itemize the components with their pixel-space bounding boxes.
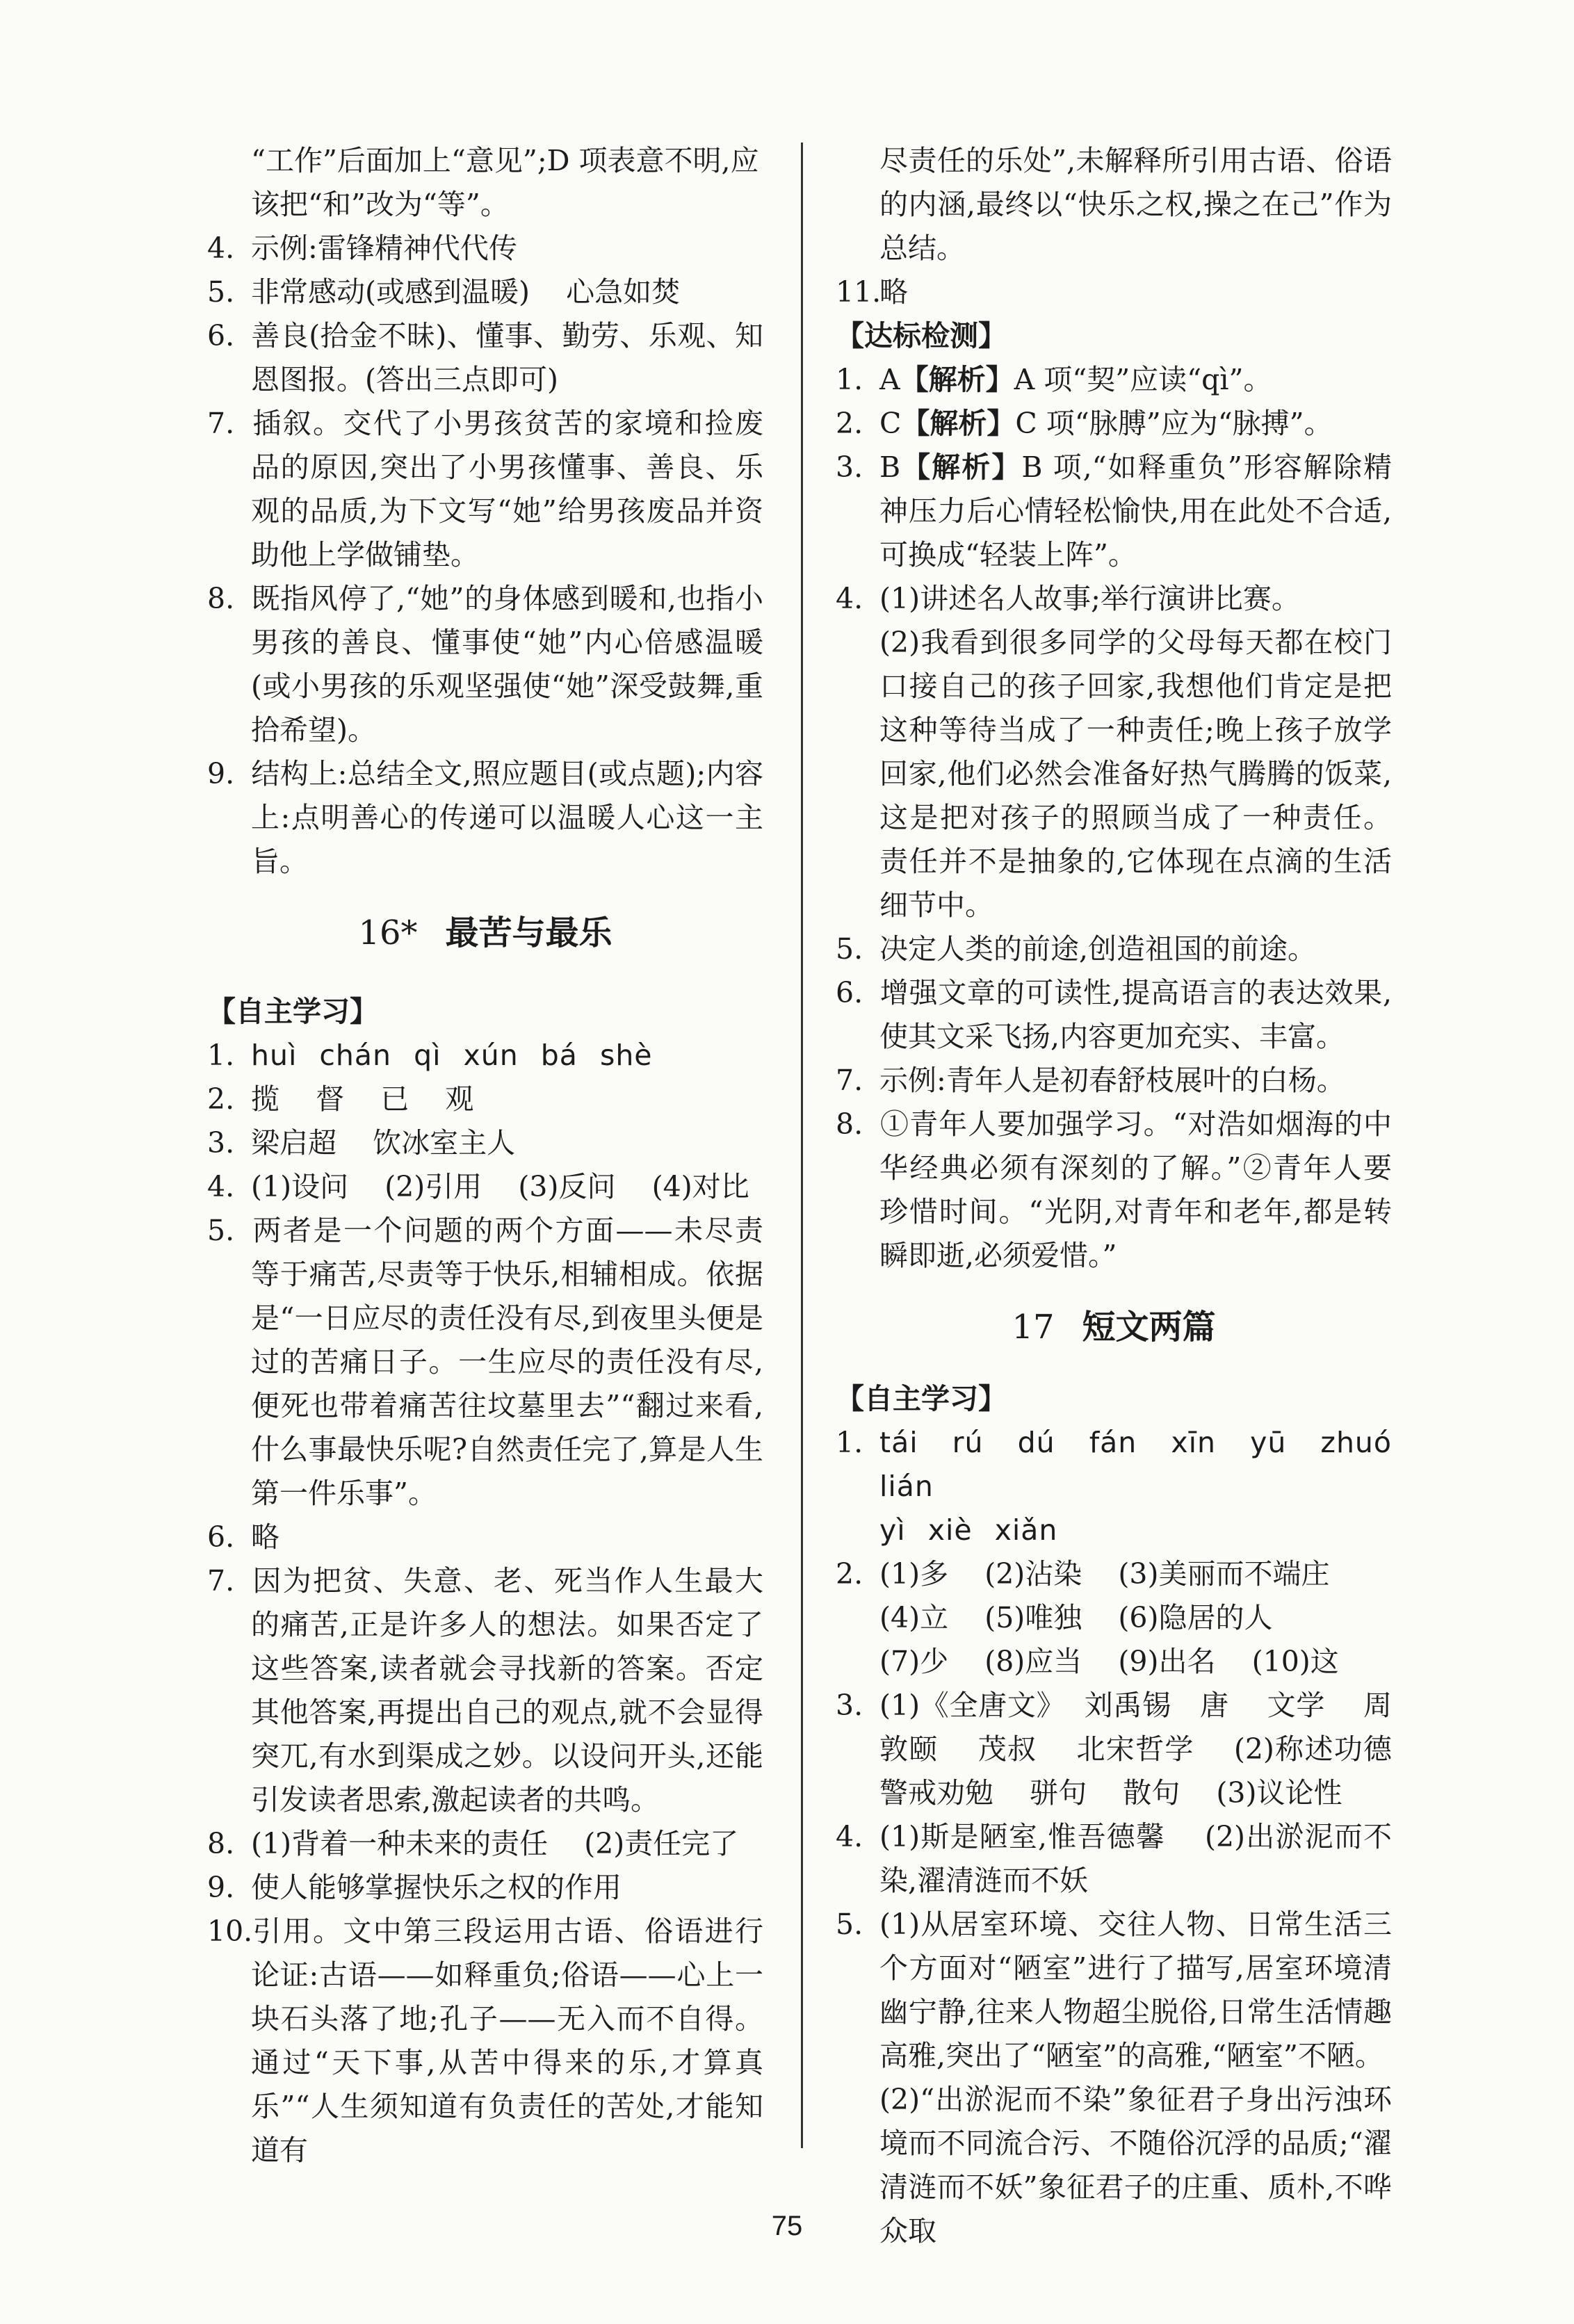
answer-item-4 (207, 227, 763, 270)
item-text: 插叙。交代了小男孩贫苦的家境和捡废品的原因,突出了小男孩懂事、善良、乐观的品质,为下文写“她”给男孩废品并资助他上学做铺垫。 (251, 407, 763, 571)
item-number: 8. (207, 582, 235, 615)
item-number: 2. (836, 1557, 863, 1591)
intro-line-2: 该把“和”改为“等”。 (251, 188, 509, 221)
continuation-text: 尽责任的乐处”,未解释所引用古语、俗语的内涵,最终以“快乐之权,操之在己”作为总结。 (879, 144, 1392, 265)
item-text: ①青年人要加强学习。“对浩如烟海的中华经典必须有深刻的了解。”②青年人要珍惜时间。“光阴,对青年和老年,都是转瞬即逝,必须爱惜。” (879, 1107, 1392, 1272)
item-number: 8. (836, 1107, 863, 1141)
test-item-8 (836, 1103, 1392, 1278)
item-number: 4. (207, 231, 235, 265)
ch17-item-5-sub: (2)“出淤泥而不染”象征君子身出污浊环境而不同流合污、不随俗沉浮的品质;“濯清涟而不妖”象征君子的庄重、质朴,不哗众取 (879, 2083, 1392, 2248)
page-number: 75 (771, 2211, 803, 2241)
chapter-16-title (207, 911, 763, 955)
item-number: 6. (207, 1520, 235, 1554)
ch17-item-2 (836, 1552, 1392, 1596)
test-item-5 (836, 927, 1392, 971)
answer-item-3 (207, 1121, 763, 1165)
item-text: 梁启超 饮冰室主人 (251, 1126, 516, 1160)
right-column (836, 139, 1429, 2253)
item-text: 善良(拾金不昧)、懂事、勤劳、乐观、知恩图报。(答出三点即可) (251, 319, 763, 396)
test-item-2 (836, 402, 1392, 446)
item-number: 2. (836, 407, 863, 440)
item-text: 揽 督 已 观 (251, 1082, 474, 1116)
answer-item-7 (207, 402, 763, 577)
item-text: (1)设问 (2)引用 (3)反问 (4)对比 (251, 1170, 749, 1203)
answer-item-9 (207, 752, 763, 884)
answer-item-9b (207, 1866, 763, 1910)
item-text: 引用。文中第三段运用古语、俗语进行论证:古语——如释重负;俗语——心上一块石头落了地;孔子——无入而不自得。通过“天下事,从苦中得来的乐,才算真乐”“人生须知道有负责任的苦处,才能知道有 (251, 1915, 763, 2167)
item-text: 因为把贫、失意、老、死当作人生最大的痛苦,正是许多人的想法。如果否定了这些答案,读者就会寻找新的答案。否定其他答案,再提出自己的观点,就不会显得突兀,有水到渠成之妙。以设问开头,还能引发读者思索,激起读者的共鸣。 (251, 1564, 763, 1817)
answer-item-5b (207, 1209, 763, 1516)
ch17-item-2-line2: (4)立 (5)唯独 (6)隐居的人 (879, 1601, 1273, 1634)
test-item-4 (836, 577, 1392, 621)
item-number: 2. (207, 1082, 235, 1116)
answer-item-7b (207, 1559, 763, 1822)
answer-item-8b (207, 1822, 763, 1866)
item-text: (1)讲述名人故事;举行演讲比赛。 (879, 582, 1300, 615)
answer-item-10 (207, 1910, 763, 2172)
chapter-17-title (836, 1306, 1392, 1349)
answer-item-5 (207, 270, 763, 314)
section-heading-self-study: 【自主学习】 (207, 995, 378, 1028)
left-column (207, 139, 763, 2172)
ch17-item-1-line2: yì xiè xiǎn (879, 1513, 1058, 1547)
item-number: 1. (836, 1426, 863, 1459)
item-number: 6. (836, 976, 863, 1009)
item-text: (1)斯是陋室,惟吾德馨 (2)出淤泥而不染,濯清涟而不妖 (879, 1820, 1392, 1897)
item-number: 6. (207, 319, 235, 352)
item-text: 略 (251, 1520, 279, 1554)
answer-item-6 (207, 314, 763, 402)
ch17-item-5 (836, 1903, 1392, 2078)
test-item-4-sub: (2)我看到很多同学的父母每天都在校门口接自己的孩子回家,我想他们肯定是把这种等待当成了一种责任;晚上孩子放学回家,他们必然会准备好热气腾腾的饭菜,这是把对孩子的照顾当成了一种责任。责任并不是抽象的,它体现在点滴的生活细节中。 (879, 626, 1392, 922)
item-number: 8. (207, 1827, 235, 1860)
test-item-3 (836, 446, 1392, 577)
answer-item-4b (207, 1165, 763, 1209)
item-text: 结构上:总结全文,照应题目(或点题);内容上:点明善心的传递可以温暖人心这一主旨。 (251, 757, 763, 878)
chapter-number: 17 (1012, 1308, 1055, 1347)
item-text: (1)背着一种未来的责任 (2)责任完了 (251, 1827, 739, 1860)
item-number: 10. (207, 1915, 253, 1948)
item-text: A 项“契”应读“qì”。 (1014, 363, 1272, 396)
item-text: 示例:青年人是初春舒枝展叶的白杨。 (879, 1064, 1345, 1097)
analysis-tag: 【解析】 (900, 363, 1014, 396)
item-text: B 项,“如释重负”形容解除精神压力后心情轻松愉快,用在此处不合适,可换成“轻装上阵”。 (879, 450, 1392, 571)
item-text: tái rú dú fán xīn yū zhuó lián (879, 1426, 1392, 1503)
section-heading-self-study-2: 【自主学习】 (836, 1382, 1007, 1415)
answer-item-11 (836, 270, 1392, 314)
chapter-title: 短文两篇 (1082, 1308, 1216, 1347)
item-number: 9. (207, 757, 235, 790)
item-number: 5. (207, 1214, 235, 1247)
ch17-item-4 (836, 1815, 1392, 1903)
intro-line-1: “工作”后面加上“意见”;D 项表意不明,应 (251, 144, 759, 177)
item-number: 4. (836, 582, 863, 615)
answer-letter: C (879, 407, 902, 440)
item-text: 增强文章的可读性,提高语言的表达效果,使其文采飞扬,内容更加充实、丰富。 (879, 976, 1392, 1053)
chapter-number: 16* (358, 913, 418, 952)
ch17-item-1 (836, 1421, 1392, 1509)
item-number: 1. (207, 1039, 235, 1072)
answer-letter: B (879, 450, 901, 484)
item-text: 决定人类的前途,创造祖国的前途。 (879, 932, 1317, 966)
item-number: 4. (207, 1170, 235, 1203)
answer-letter: A (879, 363, 900, 396)
answer-item-8 (207, 577, 763, 752)
ch17-item-3 (836, 1684, 1429, 1815)
column-divider (801, 143, 803, 2148)
test-item-6 (836, 971, 1392, 1059)
item-text: 非常感动(或感到温暖) 心急如焚 (251, 275, 681, 309)
item-number: 5. (836, 932, 863, 966)
answer-item-2 (207, 1078, 763, 1121)
item-number: 9. (207, 1871, 235, 1904)
item-number: 3. (836, 1689, 863, 1722)
analysis-tag: 【解析】 (900, 450, 1022, 484)
item-text: (1)多 (2)沾染 (3)美丽而不端庄 (879, 1557, 1330, 1591)
test-item-1 (836, 358, 1392, 402)
item-number: 11. (836, 275, 882, 309)
item-text: C 项“脉膊”应为“脉搏”。 (1015, 407, 1333, 440)
analysis-tag: 【解析】 (901, 407, 1016, 440)
item-text: 两者是一个问题的两个方面——未尽责等于痛苦,尽责等于快乐,相辅相成。依据是“一日应尽的责任没有尽,到夜里头便是过的苦痛日子。一生应尽的责任没有尽,便死也带着痛苦往坟墓里去”“翻过来看,什么事最快乐呢?自然责任完了,算是人生第一件乐事”。 (251, 1214, 763, 1510)
section-heading-assessment: 【达标检测】 (836, 319, 1007, 352)
item-text: (1)从居室环境、交往人物、日常生活三个方面对“陋室”进行了描写,居室环境清幽宁静,往来人物超尘脱俗,日常生活情趣高雅,突出了“陋室”的高雅,“陋室”不陋。 (879, 1908, 1392, 2072)
item-text: huì chán qì xún bá shè (251, 1039, 653, 1072)
item-text: 略 (879, 275, 908, 309)
test-item-7 (836, 1059, 1392, 1103)
item-number: 3. (207, 1126, 235, 1160)
item-number: 4. (836, 1820, 863, 1853)
item-number: 7. (836, 1064, 863, 1097)
item-text: 既指风停了,“她”的身体感到暖和,也指小男孩的善良、懂事使“她”内心倍感温暖(或小男孩的乐观坚强使“她”深受鼓舞,重拾希望)。 (251, 582, 763, 747)
ch17-item-2-line3: (7)少 (8)应当 (9)出名 (10)这 (879, 1645, 1339, 1678)
item-text: 使人能够掌握快乐之权的作用 (251, 1871, 622, 1904)
item-text: (1)《全唐文》 刘禹锡 唐 文学 周敦颐 茂叔 北宋哲学 (2)称述功德 警戒劝勉 骈句 散句 (3)议论性 (879, 1689, 1429, 1810)
answer-item-6b (207, 1516, 763, 1559)
chapter-title: 最苦与最乐 (445, 913, 612, 952)
item-number: 5. (836, 1908, 863, 1941)
answer-item-1 (207, 1034, 763, 1078)
item-number: 1. (836, 363, 863, 396)
item-number: 7. (207, 1564, 235, 1598)
item-number: 3. (836, 450, 863, 484)
item-number: 7. (207, 407, 235, 440)
item-text: 示例:雷锋精神代代传 (251, 231, 517, 265)
item-number: 5. (207, 275, 235, 309)
